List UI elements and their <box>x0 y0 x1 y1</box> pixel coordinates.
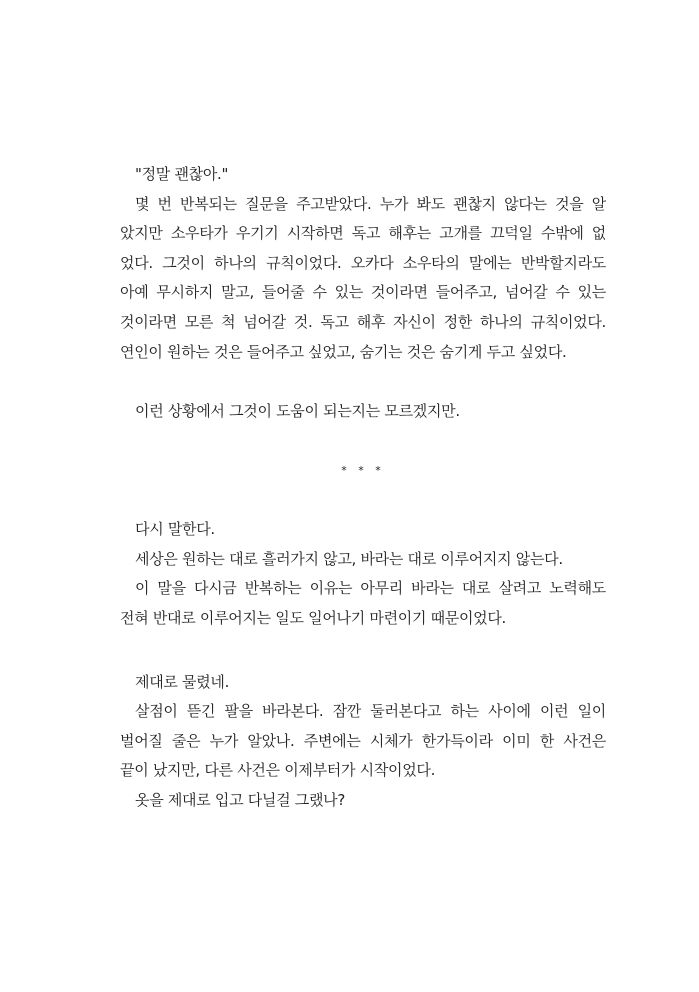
document-page <box>120 160 606 815</box>
paragraph-line: 전혀 반대로 이루어지는 일도 일어나기 마련이기 때문이었다. <box>120 608 507 627</box>
paragraph-line: 살점이 뜯긴 팔을 바라본다. 잠깐 둘러본다고 하는 사이에 이런 일이 <box>135 702 606 721</box>
scene-separator: * * * <box>341 463 385 477</box>
paragraph-line: 몇 번 반복되는 질문을 주고받았다. 누가 봐도 괜찮지 않다는 것을 알 <box>135 194 606 213</box>
paragraph-line: 았지만 소우타가 우기기 시작하면 독고 해후는 고개를 끄덕일 수밖에 없 <box>120 224 606 243</box>
dialogue-line: "정말 괜찮아." <box>135 165 229 183</box>
paragraph-line: 이 말을 다시금 반복하는 이유는 아무리 바라는 대로 살려고 노력해도 <box>135 579 606 598</box>
paragraph-line: 제대로 물렸네. <box>135 672 230 691</box>
paragraph-line: 것이라면 모른 척 넘어갈 것. 독고 해후 자신이 정한 하나의 규칙이었다. <box>120 312 606 331</box>
paragraph-line: 었다. 그것이 하나의 규칙이었다. 오카다 소우타의 말에는 반박할지라도 <box>120 253 606 272</box>
paragraph-line: 옷을 제대로 입고 다닐걸 그랬나? <box>135 790 346 809</box>
paragraph-line: 다시 말한다. <box>135 520 215 539</box>
paragraph-line: 아예 무시하지 말고, 들어줄 수 있는 것이라면 들어주고, 넘어갈 수 있는 <box>120 283 606 302</box>
paragraph-line: 이런 상황에서 그것이 도움이 되는지는 모르겠지만. <box>135 401 460 420</box>
paragraph-line: 끝이 났지만, 다른 사건은 이제부터가 시작이었다. <box>120 761 436 780</box>
paragraph-line: 벌어질 줄은 누가 알았나. 주변에는 시체가 한가득이라 이미 한 사건은 <box>120 731 606 750</box>
paragraph-line: 세상은 원하는 대로 흘러가지 않고, 바라는 대로 이루어지지 않는다. <box>135 549 563 568</box>
paragraph-line: 연인이 원하는 것은 들어주고 싶었고, 숨기는 것은 숨기게 두고 싶었다. <box>120 342 567 361</box>
